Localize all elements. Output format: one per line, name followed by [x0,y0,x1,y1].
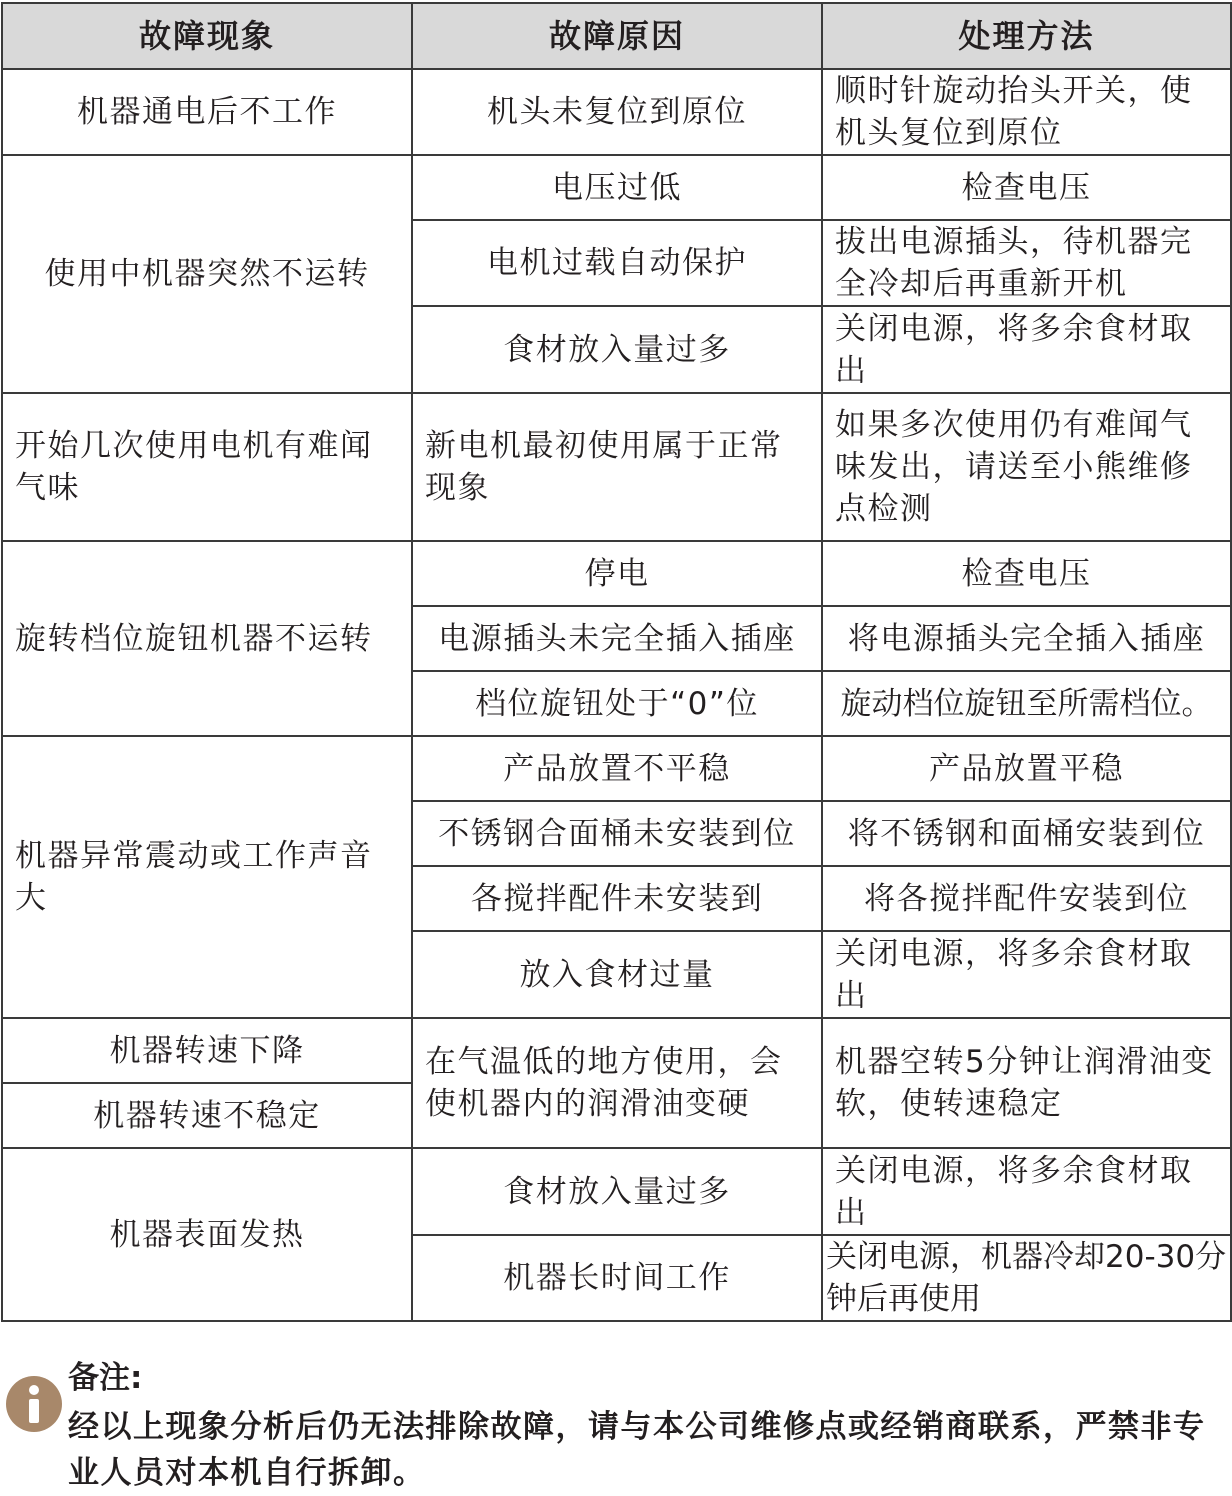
cause-cell: 机头未复位到原位 [412,69,822,155]
table-row [2,736,1231,801]
solution-cell: 关闭电源，机器冷却20-30分钟后再使用 [822,1235,1231,1321]
note-text: 经以上现象分析后仍无法排除故障，请与本公司维修点或经销商联系，严禁非专业人员对本机自行拆卸。 [68,1409,1206,1491]
cause-cell: 机器长时间工作 [412,1235,822,1321]
cause-cell: 食材放入量过多 [412,1148,822,1235]
table-row [2,1018,1231,1083]
header-symptom: 故障现象 [2,3,412,69]
header-cause: 故障原因 [412,3,822,69]
cause-cell: 电源插头未完全插入插座 [412,606,822,671]
table-row [2,69,1231,155]
note-label: 备注: [68,1360,143,1396]
cause-cell: 放入食材过量 [412,931,822,1018]
symptom-cell: 机器转速下降 [2,1018,412,1083]
table-row [2,1148,1231,1235]
cause-cell: 档位旋钮处于“0”位 [412,671,822,736]
cause-cell: 新电机最初使用属于正常现象 [412,393,822,541]
header-solution: 处理方法 [822,3,1231,69]
solution-cell: 拔出电源插头，待机器完全冷却后再重新开机 [822,220,1231,306]
table-row [2,155,1231,220]
cause-cell: 食材放入量过多 [412,306,822,393]
solution-cell: 产品放置平稳 [822,736,1231,801]
solution-cell: 关闭电源，将多余食材取出 [822,1148,1231,1235]
header-row [2,3,1231,69]
solution-cell: 机器空转5分钟让润滑油变软，使转速稳定 [822,1018,1231,1148]
table-row [2,541,1231,606]
symptom-cell: 使用中机器突然不运转 [2,155,412,393]
solution-cell: 检查电压 [822,155,1231,220]
solution-cell: 顺时针旋动抬头开关，使机头复位到原位 [822,69,1231,155]
cause-cell: 电压过低 [412,155,822,220]
cause-cell: 各搅拌配件未安装到 [412,866,822,931]
solution-cell: 将各搅拌配件安装到位 [822,866,1231,931]
symptom-cell: 旋转档位旋钮机器不运转 [2,541,412,736]
solution-cell: 旋动档位旋钮至所需档位。 [822,671,1231,736]
solution-cell: 关闭电源，将多余食材取出 [822,306,1231,393]
symptom-cell: 机器转速不稳定 [2,1083,412,1148]
symptom-cell: 机器异常震动或工作声音大 [2,736,412,1018]
cause-cell: 电机过载自动保护 [412,220,822,306]
cause-cell: 在气温低的地方使用，会使机器内的润滑油变硬 [412,1018,822,1148]
solution-cell: 检查电压 [822,541,1231,606]
solution-cell: 关闭电源，将多余食材取出 [822,931,1231,1018]
info-icon [6,1376,62,1432]
troubleshooting-table [1,2,1232,1322]
cause-cell: 产品放置不平稳 [412,736,822,801]
cause-cell: 停电 [412,541,822,606]
note-section [0,1352,1232,1494]
symptom-cell: 开始几次使用电机有难闻气味 [2,393,412,541]
table-row [2,393,1231,541]
cause-cell: 不锈钢合面桶未安装到位 [412,801,822,866]
solution-cell: 如果多次使用仍有难闻气味发出，请送至小熊维修点检测 [822,393,1231,541]
solution-cell: 将电源插头完全插入插座 [822,606,1231,671]
symptom-cell: 机器表面发热 [2,1148,412,1321]
symptom-cell: 机器通电后不工作 [2,69,412,155]
solution-cell: 将不锈钢和面桶安装到位 [822,801,1231,866]
